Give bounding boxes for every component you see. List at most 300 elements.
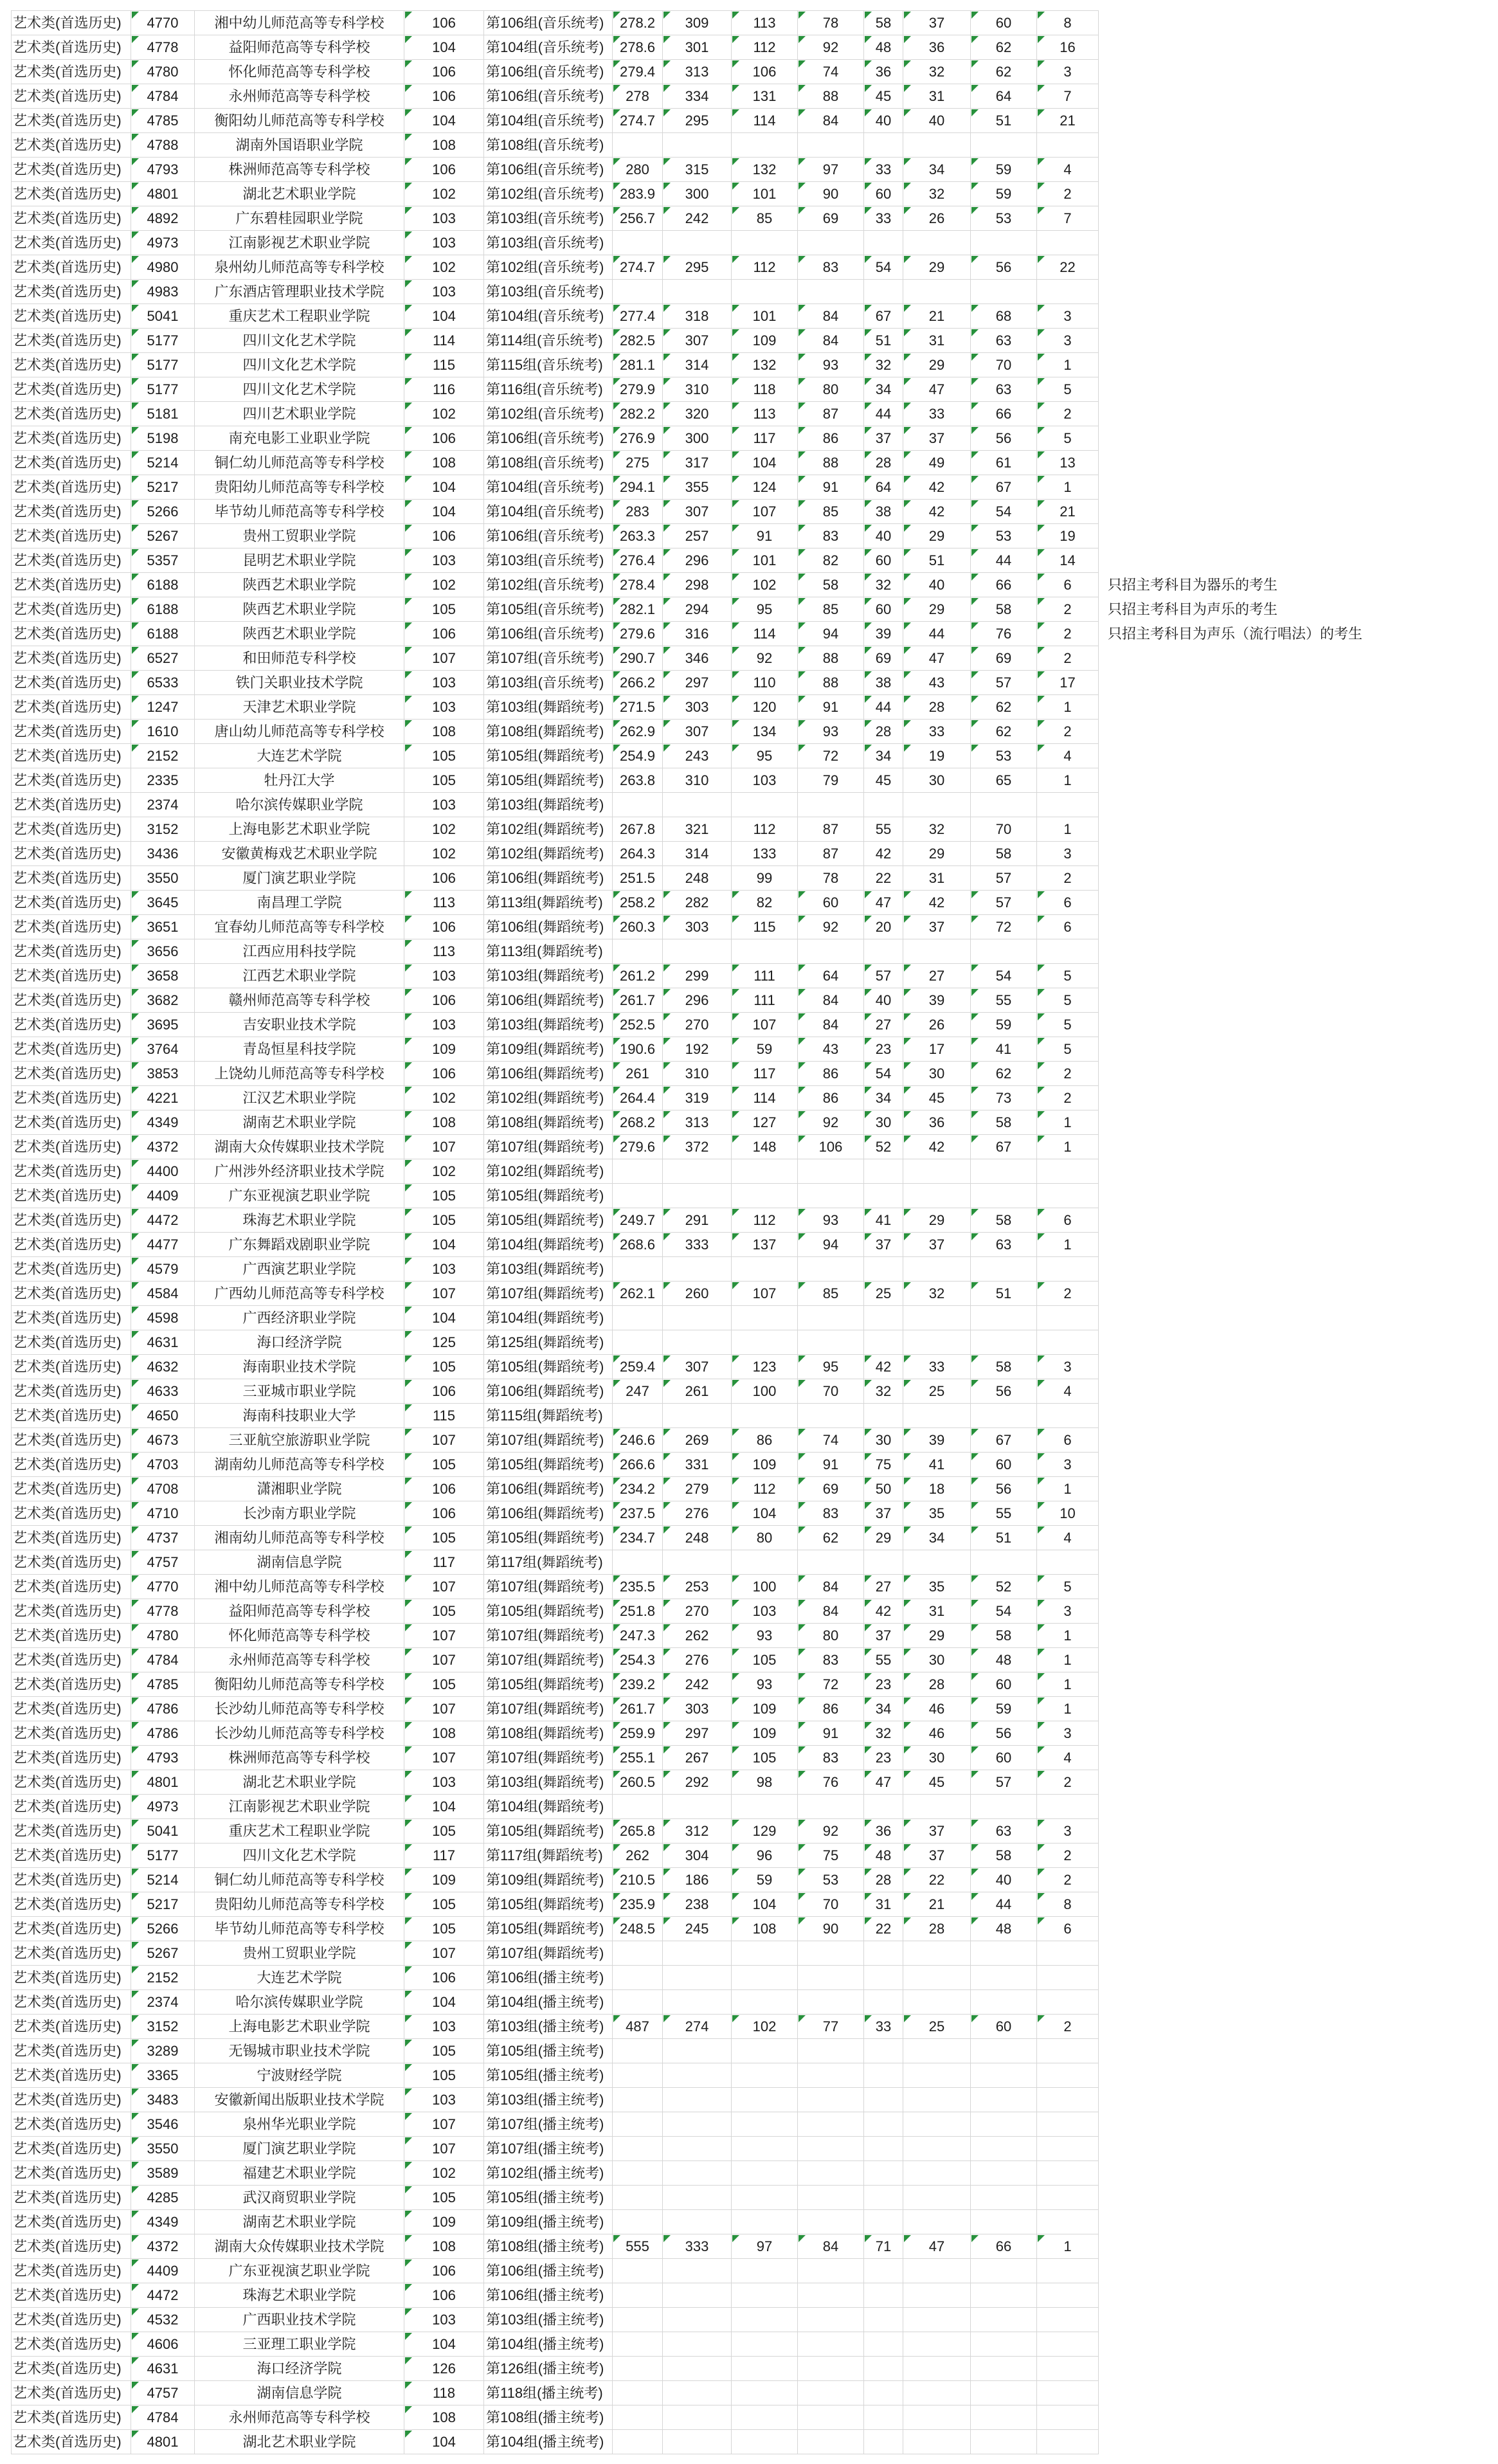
cell-school[interactable] <box>195 1379 404 1404</box>
cell-group[interactable] <box>484 1770 613 1795</box>
cell-value[interactable] <box>1037 182 1099 206</box>
cell-value[interactable] <box>1037 1819 1099 1843</box>
cell-value[interactable] <box>903 573 971 597</box>
cell-category[interactable] <box>12 573 131 597</box>
cell-value[interactable] <box>613 1697 663 1721</box>
cell-value[interactable] <box>903 402 971 426</box>
cell-value[interactable] <box>1037 133 1099 158</box>
cell-group[interactable] <box>484 1941 613 1966</box>
cell-value[interactable] <box>864 1624 903 1648</box>
cell-value[interactable] <box>971 793 1037 817</box>
cell-code[interactable] <box>131 2186 195 2210</box>
cell-group-no[interactable] <box>404 451 484 475</box>
cell-value[interactable] <box>1037 35 1099 60</box>
cell-value[interactable] <box>864 1819 903 1843</box>
cell-group[interactable] <box>484 1672 613 1697</box>
cell-value[interactable] <box>864 988 903 1013</box>
cell-code[interactable] <box>131 793 195 817</box>
cell-category[interactable] <box>12 1257 131 1282</box>
cell-value[interactable] <box>663 1233 732 1257</box>
cell-value[interactable] <box>663 2332 732 2357</box>
cell-value[interactable] <box>903 1526 971 1550</box>
cell-category[interactable] <box>12 2332 131 2357</box>
cell-value[interactable] <box>1037 1843 1099 1868</box>
cell-school[interactable] <box>195 2161 404 2186</box>
cell-value[interactable] <box>732 1550 798 1575</box>
cell-code[interactable] <box>131 671 195 695</box>
cell-value[interactable] <box>798 1526 864 1550</box>
cell-value[interactable] <box>903 2332 971 2357</box>
cell-category[interactable] <box>12 377 131 402</box>
cell-value[interactable] <box>613 255 663 280</box>
cell-category[interactable] <box>12 1453 131 1477</box>
cell-value[interactable] <box>1037 1892 1099 1917</box>
cell-school[interactable] <box>195 1770 404 1795</box>
cell-school[interactable] <box>195 1233 404 1257</box>
cell-group[interactable] <box>484 377 613 402</box>
cell-value[interactable] <box>613 1892 663 1917</box>
cell-value[interactable] <box>613 2015 663 2039</box>
cell-value[interactable] <box>903 2283 971 2308</box>
cell-value[interactable] <box>613 2259 663 2283</box>
cell-value[interactable] <box>613 1233 663 1257</box>
cell-value[interactable] <box>971 1110 1037 1135</box>
cell-value[interactable] <box>732 1746 798 1770</box>
cell-group-no[interactable] <box>404 1428 484 1453</box>
cell-value[interactable] <box>613 2137 663 2161</box>
cell-value[interactable] <box>732 1526 798 1550</box>
cell-value[interactable] <box>732 2186 798 2210</box>
cell-value[interactable] <box>798 1257 864 1282</box>
cell-value[interactable] <box>613 426 663 451</box>
cell-group[interactable] <box>484 817 613 842</box>
cell-value[interactable] <box>1037 2332 1099 2357</box>
cell-value[interactable] <box>732 1208 798 1233</box>
cell-value[interactable] <box>663 2283 732 2308</box>
cell-value[interactable] <box>798 2137 864 2161</box>
cell-value[interactable] <box>903 597 971 622</box>
cell-value[interactable] <box>613 1941 663 1966</box>
cell-group-no[interactable] <box>404 1550 484 1575</box>
cell-code[interactable] <box>131 744 195 768</box>
cell-value[interactable] <box>903 2015 971 2039</box>
cell-value[interactable] <box>1037 1672 1099 1697</box>
cell-value[interactable] <box>663 988 732 1013</box>
cell-school[interactable] <box>195 1330 404 1355</box>
cell-group[interactable] <box>484 1013 613 1037</box>
cell-code[interactable] <box>131 1770 195 1795</box>
cell-category[interactable] <box>12 2186 131 2210</box>
cell-group[interactable] <box>484 475 613 500</box>
cell-value[interactable] <box>971 1599 1037 1624</box>
cell-value[interactable] <box>663 1721 732 1746</box>
cell-value[interactable] <box>971 1501 1037 1526</box>
cell-group[interactable] <box>484 84 613 109</box>
cell-value[interactable] <box>1037 1330 1099 1355</box>
cell-group-no[interactable] <box>404 915 484 939</box>
cell-value[interactable] <box>971 2234 1037 2259</box>
cell-value[interactable] <box>732 573 798 597</box>
cell-value[interactable] <box>663 2088 732 2112</box>
cell-school[interactable] <box>195 60 404 84</box>
cell-value[interactable] <box>732 1892 798 1917</box>
cell-value[interactable] <box>663 2234 732 2259</box>
cell-school[interactable] <box>195 2063 404 2088</box>
cell-value[interactable] <box>798 866 864 891</box>
cell-value[interactable] <box>798 402 864 426</box>
cell-value[interactable] <box>732 1648 798 1672</box>
cell-value[interactable] <box>613 304 663 329</box>
cell-school[interactable] <box>195 2357 404 2381</box>
cell-value[interactable] <box>864 2063 903 2088</box>
cell-school[interactable] <box>195 939 404 964</box>
cell-code[interactable] <box>131 1819 195 1843</box>
cell-value[interactable] <box>864 622 903 646</box>
cell-value[interactable] <box>613 2210 663 2234</box>
cell-value[interactable] <box>864 695 903 720</box>
cell-value[interactable] <box>903 280 971 304</box>
cell-school[interactable] <box>195 1404 404 1428</box>
cell-school[interactable] <box>195 206 404 231</box>
cell-group[interactable] <box>484 1135 613 1159</box>
cell-value[interactable] <box>864 1135 903 1159</box>
cell-value[interactable] <box>1037 426 1099 451</box>
cell-category[interactable] <box>12 2210 131 2234</box>
cell-school[interactable] <box>195 2283 404 2308</box>
cell-group[interactable] <box>484 2283 613 2308</box>
cell-value[interactable] <box>663 377 732 402</box>
cell-value[interactable] <box>864 1159 903 1184</box>
cell-value[interactable] <box>798 304 864 329</box>
cell-group[interactable] <box>484 255 613 280</box>
cell-value[interactable] <box>798 1697 864 1721</box>
cell-code[interactable] <box>131 891 195 915</box>
cell-value[interactable] <box>732 255 798 280</box>
cell-value[interactable] <box>971 1477 1037 1501</box>
cell-group[interactable] <box>484 1819 613 1843</box>
cell-value[interactable] <box>613 133 663 158</box>
cell-value[interactable] <box>663 1282 732 1306</box>
cell-value[interactable] <box>903 768 971 793</box>
cell-school[interactable] <box>195 1282 404 1306</box>
cell-category[interactable] <box>12 964 131 988</box>
cell-value[interactable] <box>1037 2137 1099 2161</box>
cell-value[interactable] <box>903 1233 971 1257</box>
cell-value[interactable] <box>613 500 663 524</box>
cell-code[interactable] <box>131 1355 195 1379</box>
cell-school[interactable] <box>195 720 404 744</box>
cell-value[interactable] <box>864 768 903 793</box>
cell-value[interactable] <box>864 304 903 329</box>
cell-value[interactable] <box>798 2405 864 2430</box>
cell-value[interactable] <box>798 695 864 720</box>
cell-value[interactable] <box>903 500 971 524</box>
cell-school[interactable] <box>195 1575 404 1599</box>
cell-value[interactable] <box>798 720 864 744</box>
cell-group-no[interactable] <box>404 1306 484 1330</box>
cell-value[interactable] <box>798 1795 864 1819</box>
cell-school[interactable] <box>195 2332 404 2357</box>
cell-school[interactable] <box>195 2039 404 2063</box>
cell-group-no[interactable] <box>404 1917 484 1941</box>
cell-code[interactable] <box>131 1501 195 1526</box>
cell-value[interactable] <box>1037 1355 1099 1379</box>
cell-value[interactable] <box>971 11 1037 35</box>
cell-value[interactable] <box>732 1501 798 1526</box>
cell-value[interactable] <box>864 2112 903 2137</box>
cell-code[interactable] <box>131 1428 195 1453</box>
cell-value[interactable] <box>864 2234 903 2259</box>
cell-school[interactable] <box>195 1037 404 1062</box>
cell-value[interactable] <box>798 2063 864 2088</box>
cell-value[interactable] <box>732 1990 798 2015</box>
cell-value[interactable] <box>663 646 732 671</box>
cell-value[interactable] <box>971 2210 1037 2234</box>
cell-group-no[interactable] <box>404 744 484 768</box>
cell-value[interactable] <box>613 109 663 133</box>
cell-value[interactable] <box>971 280 1037 304</box>
cell-value[interactable] <box>1037 915 1099 939</box>
cell-school[interactable] <box>195 744 404 768</box>
cell-value[interactable] <box>798 1453 864 1477</box>
cell-group[interactable] <box>484 1721 613 1746</box>
cell-group[interactable] <box>484 671 613 695</box>
cell-group-no[interactable] <box>404 622 484 646</box>
cell-value[interactable] <box>971 2063 1037 2088</box>
cell-value[interactable] <box>732 1599 798 1624</box>
cell-value[interactable] <box>864 1013 903 1037</box>
cell-value[interactable] <box>971 1013 1037 1037</box>
cell-value[interactable] <box>732 915 798 939</box>
cell-value[interactable] <box>732 891 798 915</box>
cell-group-no[interactable] <box>404 475 484 500</box>
cell-value[interactable] <box>1037 2381 1099 2405</box>
cell-value[interactable] <box>732 133 798 158</box>
cell-group-no[interactable] <box>404 891 484 915</box>
cell-value[interactable] <box>1037 2234 1099 2259</box>
cell-value[interactable] <box>798 451 864 475</box>
cell-group-no[interactable] <box>404 353 484 377</box>
cell-group-no[interactable] <box>404 1330 484 1355</box>
cell-note[interactable]: 只招主考科目为声乐（流行唱法）的考生 <box>1108 626 1363 642</box>
cell-value[interactable] <box>732 1624 798 1648</box>
cell-value[interactable] <box>971 2039 1037 2063</box>
cell-group[interactable] <box>484 720 613 744</box>
cell-group-no[interactable] <box>404 1721 484 1746</box>
cell-value[interactable] <box>663 1648 732 1672</box>
cell-value[interactable] <box>663 402 732 426</box>
cell-value[interactable] <box>798 1062 864 1086</box>
cell-category[interactable] <box>12 329 131 353</box>
cell-value[interactable] <box>798 793 864 817</box>
cell-group-no[interactable] <box>404 1697 484 1721</box>
cell-value[interactable] <box>663 817 732 842</box>
cell-group-no[interactable] <box>404 280 484 304</box>
cell-value[interactable] <box>864 1648 903 1672</box>
cell-school[interactable] <box>195 353 404 377</box>
cell-value[interactable] <box>613 817 663 842</box>
cell-value[interactable] <box>613 2186 663 2210</box>
cell-value[interactable] <box>903 1599 971 1624</box>
cell-value[interactable] <box>663 2430 732 2454</box>
cell-code[interactable] <box>131 133 195 158</box>
cell-category[interactable] <box>12 1110 131 1135</box>
cell-value[interactable] <box>1037 1868 1099 1892</box>
cell-value[interactable] <box>732 1330 798 1355</box>
cell-value[interactable] <box>663 60 732 84</box>
cell-value[interactable] <box>903 1282 971 1306</box>
cell-value[interactable] <box>798 280 864 304</box>
cell-value[interactable] <box>663 2063 732 2088</box>
cell-category[interactable] <box>12 2381 131 2405</box>
cell-value[interactable] <box>864 1672 903 1697</box>
cell-group[interactable] <box>484 2357 613 2381</box>
cell-code[interactable] <box>131 1746 195 1770</box>
cell-value[interactable] <box>971 500 1037 524</box>
cell-value[interactable] <box>663 744 732 768</box>
cell-code[interactable] <box>131 1966 195 1990</box>
cell-category[interactable] <box>12 744 131 768</box>
cell-value[interactable] <box>663 304 732 329</box>
cell-value[interactable] <box>732 377 798 402</box>
cell-category[interactable] <box>12 1868 131 1892</box>
cell-group[interactable] <box>484 1330 613 1355</box>
cell-value[interactable] <box>613 1208 663 1233</box>
cell-group[interactable] <box>484 1355 613 1379</box>
cell-value[interactable] <box>798 1330 864 1355</box>
cell-value[interactable] <box>903 2430 971 2454</box>
cell-code[interactable] <box>131 1843 195 1868</box>
cell-value[interactable] <box>732 402 798 426</box>
cell-value[interactable] <box>732 866 798 891</box>
cell-group[interactable] <box>484 1184 613 1208</box>
cell-group[interactable] <box>484 866 613 891</box>
cell-value[interactable] <box>613 744 663 768</box>
cell-code[interactable] <box>131 1453 195 1477</box>
cell-value[interactable] <box>663 182 732 206</box>
cell-value[interactable] <box>903 2308 971 2332</box>
cell-value[interactable] <box>732 280 798 304</box>
cell-value[interactable] <box>1037 768 1099 793</box>
cell-code[interactable] <box>131 158 195 182</box>
cell-value[interactable] <box>864 2137 903 2161</box>
cell-value[interactable] <box>903 1770 971 1795</box>
cell-value[interactable] <box>971 891 1037 915</box>
cell-value[interactable] <box>903 1453 971 1477</box>
cell-group[interactable] <box>484 426 613 451</box>
cell-category[interactable] <box>12 1233 131 1257</box>
cell-group-no[interactable] <box>404 1746 484 1770</box>
cell-value[interactable] <box>663 1843 732 1868</box>
cell-group[interactable] <box>484 500 613 524</box>
cell-value[interactable] <box>971 2186 1037 2210</box>
cell-school[interactable] <box>195 11 404 35</box>
cell-category[interactable] <box>12 84 131 109</box>
cell-value[interactable] <box>732 500 798 524</box>
cell-category[interactable] <box>12 206 131 231</box>
cell-group-no[interactable] <box>404 1648 484 1672</box>
cell-code[interactable] <box>131 1477 195 1501</box>
cell-value[interactable] <box>663 451 732 475</box>
cell-value[interactable] <box>663 768 732 793</box>
cell-value[interactable] <box>864 817 903 842</box>
cell-value[interactable] <box>613 2308 663 2332</box>
cell-value[interactable] <box>613 1086 663 1110</box>
cell-group[interactable] <box>484 280 613 304</box>
cell-group[interactable] <box>484 206 613 231</box>
cell-value[interactable] <box>864 1037 903 1062</box>
cell-group-no[interactable] <box>404 1379 484 1404</box>
cell-value[interactable] <box>732 2259 798 2283</box>
cell-value[interactable] <box>1037 695 1099 720</box>
cell-group-no[interactable] <box>404 11 484 35</box>
cell-group[interactable] <box>484 1062 613 1086</box>
cell-value[interactable] <box>732 646 798 671</box>
cell-value[interactable] <box>864 2308 903 2332</box>
cell-code[interactable] <box>131 1672 195 1697</box>
cell-value[interactable] <box>971 206 1037 231</box>
cell-value[interactable] <box>663 1795 732 1819</box>
cell-value[interactable] <box>1037 2308 1099 2332</box>
cell-value[interactable] <box>663 2381 732 2405</box>
cell-value[interactable] <box>798 1037 864 1062</box>
cell-value[interactable] <box>663 695 732 720</box>
cell-group[interactable] <box>484 646 613 671</box>
cell-school[interactable] <box>195 1868 404 1892</box>
cell-value[interactable] <box>1037 1648 1099 1672</box>
cell-group-no[interactable] <box>404 1355 484 1379</box>
cell-value[interactable] <box>903 255 971 280</box>
cell-school[interactable] <box>195 1184 404 1208</box>
cell-school[interactable] <box>195 426 404 451</box>
cell-group[interactable] <box>484 695 613 720</box>
cell-value[interactable] <box>971 60 1037 84</box>
cell-value[interactable] <box>864 939 903 964</box>
cell-value[interactable] <box>663 1868 732 1892</box>
cell-value[interactable] <box>903 1355 971 1379</box>
cell-code[interactable] <box>131 451 195 475</box>
cell-value[interactable] <box>903 646 971 671</box>
cell-value[interactable] <box>903 1086 971 1110</box>
cell-value[interactable] <box>864 1477 903 1501</box>
cell-group[interactable] <box>484 524 613 548</box>
cell-value[interactable] <box>864 1282 903 1306</box>
cell-group[interactable] <box>484 891 613 915</box>
cell-value[interactable] <box>903 793 971 817</box>
cell-value[interactable] <box>798 768 864 793</box>
cell-value[interactable] <box>971 2308 1037 2332</box>
cell-value[interactable] <box>903 1477 971 1501</box>
cell-value[interactable] <box>1037 11 1099 35</box>
cell-value[interactable] <box>732 1770 798 1795</box>
cell-group[interactable] <box>484 158 613 182</box>
cell-group[interactable] <box>484 1477 613 1501</box>
cell-category[interactable] <box>12 353 131 377</box>
cell-category[interactable] <box>12 1599 131 1624</box>
cell-group-no[interactable] <box>404 2308 484 2332</box>
cell-value[interactable] <box>732 1453 798 1477</box>
cell-value[interactable] <box>798 1355 864 1379</box>
cell-value[interactable] <box>663 1624 732 1648</box>
cell-value[interactable] <box>903 231 971 255</box>
cell-category[interactable] <box>12 1917 131 1941</box>
cell-value[interactable] <box>663 842 732 866</box>
cell-value[interactable] <box>971 1795 1037 1819</box>
cell-group-no[interactable] <box>404 1404 484 1428</box>
cell-value[interactable] <box>798 1013 864 1037</box>
cell-value[interactable] <box>903 1819 971 1843</box>
cell-value[interactable] <box>663 622 732 646</box>
